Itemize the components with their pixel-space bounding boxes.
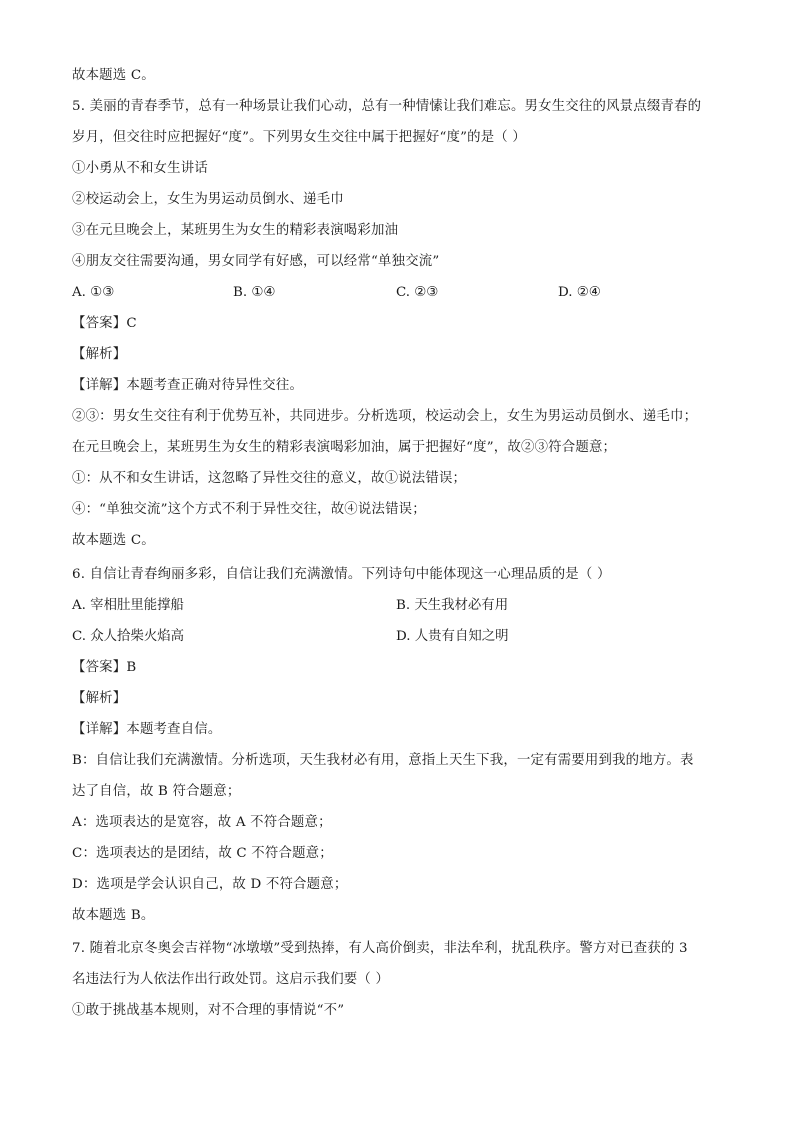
q5-explain-line2: 在元旦晚会上，某班男生为女生的精彩表演喝彩加油，属于把握好“度”，故②③符合题意； [72, 440, 617, 455]
q6-detail: 【详解】本题考查自信。 [72, 722, 222, 737]
q6-explain-line5: D：选项是学会认识自己，故 D 不符合题意； [72, 877, 348, 892]
q6-explain-line3: A：选项表达的是宽容，故 A 不符合题意； [72, 815, 332, 830]
q5-statement-1: ①小勇从不和女生讲话 [72, 161, 208, 176]
q6-explain-line2: 达了自信，故 B 符合题意； [72, 784, 241, 799]
q6-answer: 【答案】B [72, 660, 137, 675]
q6-conclusion: 故本题选 B。 [72, 908, 155, 923]
q5-conclusion: 故本题选 C。 [72, 533, 155, 548]
q5-option-a: A. ①③ [72, 285, 115, 300]
q6-option-a: A. 宰相肚里能撑船 [72, 598, 184, 613]
q5-explain-line1: ②③：男女生交往有利于优势互补，共同进步。分析选项，校运动会上，女生为男运动员倒水、递毛巾； [72, 409, 698, 424]
q4-conclusion: 故本题选 C。 [72, 68, 155, 83]
q5-explain-line3: ①：从不和女生讲话，这忽略了异性交往的意义，故①说法错误； [72, 471, 467, 486]
q6-stem: 6. 自信让青春绚丽多彩，自信让我们充满激情。下列诗句中能体现这一心理品质的是（ ） [72, 567, 611, 582]
q6-option-c: C. 众人拾柴火焰高 [72, 629, 185, 644]
q6-explain-line4: C：选项表达的是团结，故 C 不符合题意； [72, 846, 333, 861]
q5-analysis-label: 【解析】 [72, 347, 127, 362]
q5-detail: 【详解】本题考查正确对待异性交往。 [72, 378, 304, 393]
q5-stem-line2: 岁月，但交往时应把握好“度”。下列男女生交往中属于把握好“度”的是（ ） [72, 130, 526, 145]
q5-option-b: B. ①④ [233, 285, 276, 300]
q5-statement-4: ④朋友交往需要沟通，男女同学有好感，可以经常“单独交流” [72, 254, 440, 269]
q6-option-b: B. 天生我材必有用 [396, 598, 509, 613]
q6-analysis-label: 【解析】 [72, 691, 127, 706]
q7-statement-1: ①敢于挑战基本规则，对不合理的事情说“不” [72, 1003, 345, 1018]
q7-stem-line1: 7. 随着北京冬奥会吉祥物“冰墩墩”受到热捧，有人高价倒卖，非法牟利，扰乱秩序。警方对已查获的 3 [72, 941, 688, 956]
q5-option-d: D. ②④ [558, 285, 601, 300]
q5-option-c: C. ②③ [396, 285, 439, 300]
q6-explain-line1: B：自信让我们充满激情。分析选项，天生我材必有用，意指上天生下我，一定有需要用到我的地方。表 [72, 753, 694, 768]
q5-statement-2: ②校运动会上，女生为男运动员倒水、递毛巾 [72, 192, 344, 207]
q7-stem-line2: 名违法行为人依法作出行政处罚。这启示我们要（ ） [72, 972, 390, 987]
q5-answer: 【答案】C [72, 316, 137, 331]
q6-option-d: D. 人贵有自知之明 [396, 629, 509, 644]
q5-stem-line1: 5. 美丽的青春季节，总有一种场景让我们心动，总有一种情愫让我们难忘。男女生交往的风景点缀青春的 [72, 99, 702, 114]
q5-explain-line4: ④：“单独交流”这个方式不利于异性交往，故④说法错误； [72, 502, 426, 517]
q5-statement-3: ③在元旦晚会上，某班男生为女生的精彩表演喝彩加油 [72, 223, 399, 238]
